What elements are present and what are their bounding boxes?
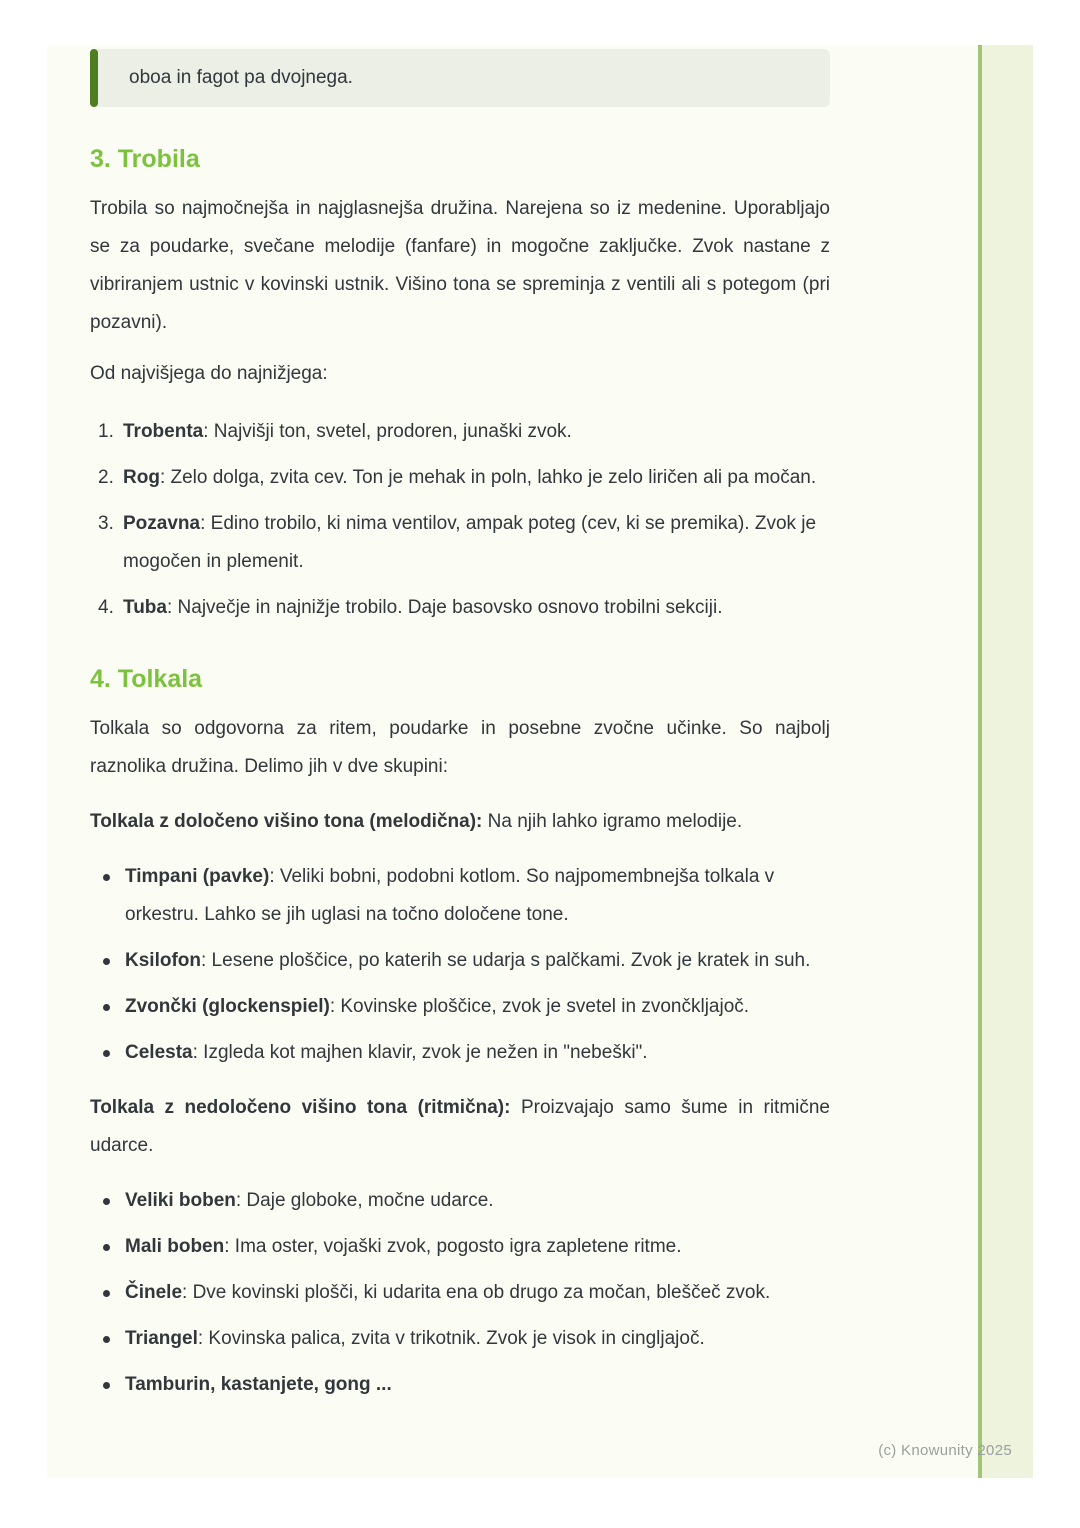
list-item	[90, 413, 830, 451]
list-desc: : Ima oster, vojaški zvok, pogosto igra zapletene ritme.	[224, 1236, 682, 1257]
bullet-icon	[103, 1004, 110, 1011]
list-item	[90, 1366, 830, 1404]
list-item	[90, 942, 830, 980]
rhythmic-group-lead-rest: Proizvajajo samo šume in ritmične udarce.	[90, 1097, 830, 1156]
list-desc: : Najvišji ton, svetel, prodoren, junaški zvok.	[203, 421, 572, 442]
list-desc: : Daje globoke, močne udarce.	[235, 1190, 494, 1211]
list-number: 3.	[98, 513, 114, 534]
list-item	[90, 1182, 830, 1220]
bullet-icon	[103, 1382, 110, 1389]
list-item	[90, 1274, 830, 1312]
list-desc: : Največje in najnižje trobilo. Daje basovsko osnovo trobilni sekciji.	[166, 597, 723, 618]
melodic-percussion-list	[90, 858, 830, 1072]
list-term: Timpani (pavke)	[125, 866, 270, 887]
list-term: Rog	[123, 467, 160, 488]
section-3-list-intro: Od najvišjega do najnižjega:	[90, 363, 328, 384]
section-3-heading: 3. Trobila	[90, 145, 200, 173]
list-item	[90, 988, 830, 1026]
page-content	[90, 45, 830, 1412]
list-term: Celesta	[125, 1042, 193, 1063]
rhythmic-group-lead	[90, 1089, 830, 1165]
list-term: Zvončki (glockenspiel)	[125, 996, 330, 1017]
bullet-icon	[103, 1290, 110, 1297]
list-item	[90, 1228, 830, 1266]
list-term: Triangel	[125, 1328, 198, 1349]
document-page	[47, 45, 1033, 1478]
melodic-group-lead	[90, 803, 830, 841]
section-4-heading: 4. Tolkala	[90, 665, 203, 693]
list-term: Pozavna	[123, 513, 201, 534]
list-number: 1.	[98, 421, 114, 442]
list-desc: : Veliki bobni, podobni kotlom. So najpomembnejša tolkala v orkestru. Lahko se jih uglasi na točno določene tone.	[125, 866, 775, 925]
bullet-icon	[103, 1050, 110, 1057]
list-desc: : Kovinska palica, zvita v trikotnik. Zvok je visok in cingljajoč.	[197, 1328, 705, 1349]
bullet-icon	[103, 1244, 110, 1251]
list-item	[90, 589, 830, 627]
rhythmic-percussion-list	[90, 1182, 830, 1404]
bullet-icon	[103, 958, 110, 965]
list-item	[90, 858, 830, 934]
list-term: Trobenta	[123, 421, 204, 442]
copyright-watermark: (c) Knowunity 2025	[878, 1442, 1012, 1459]
page-edge-stripe	[978, 45, 1033, 1478]
quote-accent-bar	[90, 49, 98, 107]
list-term: Činele	[125, 1282, 183, 1303]
list-number: 4.	[98, 597, 114, 618]
list-term: Ksilofon	[125, 950, 201, 971]
melodic-group-lead-bold: Tolkala z določeno višino tona (melodična):	[90, 811, 483, 832]
list-item	[90, 1320, 830, 1358]
list-desc: : Edino trobilo, ki nima ventilov, ampak poteg (cev, ki se premika). Zvok je mogočen in plemenit.	[123, 513, 817, 572]
melodic-group-lead-rest: Na njih lahko igramo melodije.	[482, 811, 743, 832]
list-desc: : Kovinske ploščice, zvok je svetel in zvončkljajoč.	[329, 996, 750, 1017]
section-4-intro: Tolkala so odgovorna za ritem, poudarke in posebne zvočne učinke. So najbolj raznolika družina. Delimo jih v dve skupini:	[90, 718, 830, 777]
list-term: Mali boben	[125, 1236, 225, 1257]
list-term: Veliki boben	[125, 1190, 236, 1211]
bullet-icon	[103, 874, 110, 881]
list-desc: : Zelo dolga, zvita cev. Ton je mehak in poln, lahko je zelo liričen ali pa močan.	[159, 467, 817, 488]
list-item	[90, 505, 830, 581]
section-3-intro: Trobila so najmočnejša in najglasnejša družina. Narejena so iz medenine. Uporabljajo se za poudarke, svečane melodije (fanfare) in mogočne zaključke. Zvok nastane z vibriranjem ustnic v kovinski ustnik. Višino tona se spreminja z ventili ali s potegom (pri pozavni).	[90, 198, 830, 333]
bullet-icon	[103, 1336, 110, 1343]
list-term: Tuba	[123, 597, 167, 618]
quote-text: oboa in fagot pa dvojnega.	[129, 67, 353, 88]
list-desc: : Dve kovinski plošči, ki udarita ena ob drugo za močan, bleščeč zvok.	[182, 1282, 771, 1303]
list-term: Tamburin, kastanjete, gong ...	[125, 1374, 392, 1395]
bullet-icon	[103, 1198, 110, 1205]
list-item	[90, 459, 830, 497]
list-desc: : Lesene ploščice, po katerih se udarja s palčkami. Zvok je kratek in suh.	[201, 950, 811, 971]
rhythmic-group-lead-bold: Tolkala z nedoločeno višino tona (ritmična):	[90, 1097, 511, 1118]
list-item	[90, 1034, 830, 1072]
list-desc: : Izgleda kot majhen klavir, zvok je nežen in "nebeški".	[192, 1042, 648, 1063]
quote-block	[90, 49, 830, 107]
brass-ordered-list	[90, 413, 830, 627]
list-number: 2.	[98, 467, 114, 488]
